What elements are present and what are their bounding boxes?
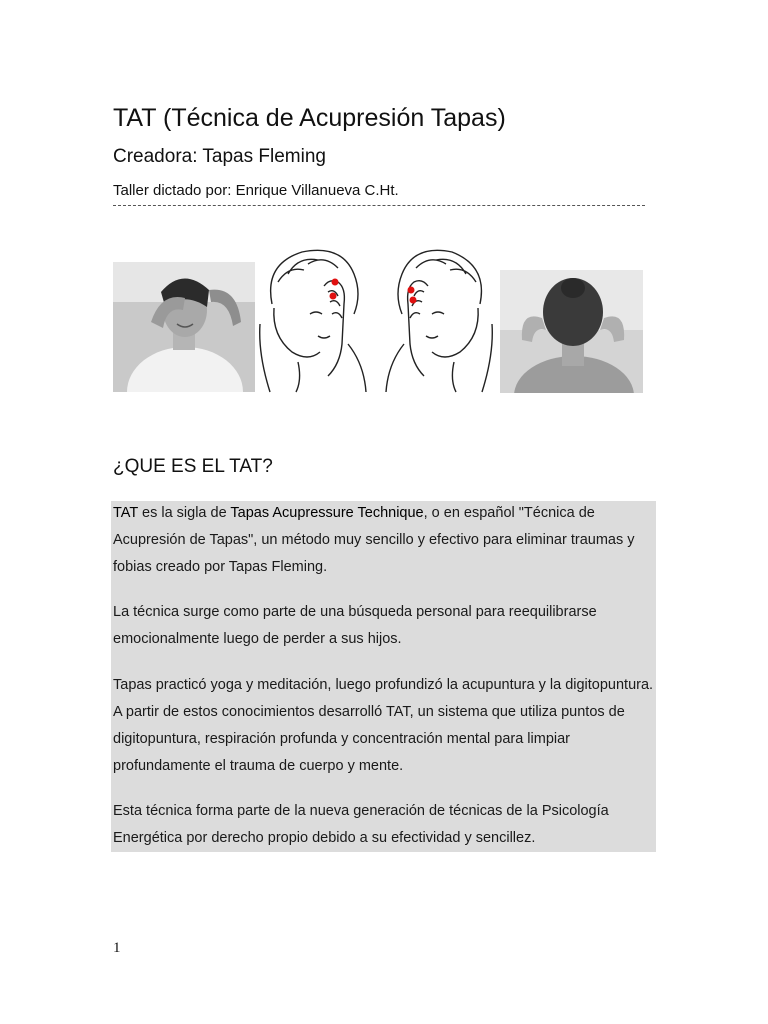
paragraph-3: Tapas practicó yoga y meditación, luego profundizó la acupuntura y la digitopuntura. A partir de estos conocimientos desarrolló TAT, un sistema que utiliza puntos de digitopuntura, respiración profunda y concentración mental para limpiar profundamente el trauma de cuerpo y mente. [113, 677, 654, 774]
paragraph-4: Esta técnica forma parte de la nueva generación de técnicas de la Psicología Energética por derecho propio debido a su efectividad y sencillez. [113, 803, 609, 846]
document-byline: Taller dictado por: Enrique Villanueva C.Ht. [113, 182, 399, 199]
document-title: TAT (Técnica de Acupresión Tapas) [113, 104, 506, 132]
tat-pose-sketch-right [380, 244, 494, 394]
term-tat: TAT [113, 505, 138, 521]
paragraph-2: La técnica surge como parte de una búsqueda personal para reequilibrarse emocionalmente luego de perder a sus hijos. [113, 604, 597, 647]
paragraph-1 [113, 500, 655, 581]
paragraph-1-text-a: es la sigla de [137, 505, 231, 521]
woman-tat-pose-photo [113, 262, 255, 392]
woman-back-head-photo [500, 270, 643, 393]
paragraph-1-text-b: , o en español "Técnica de Acupresión de Tapas", un método muy sencillo y efectivo para eliminar traumas y fobias creado por Tapas Fleming. [113, 505, 635, 575]
section-heading: ¿QUE ES EL TAT? [113, 456, 273, 477]
term-tapas-acupressure: Tapas Acupressure Technique [230, 505, 424, 521]
dashed-divider [113, 205, 645, 206]
tat-pose-sketch-left [258, 244, 376, 394]
page-number: 1 [113, 940, 121, 956]
document-subtitle: Creadora: Tapas Fleming [113, 146, 326, 167]
